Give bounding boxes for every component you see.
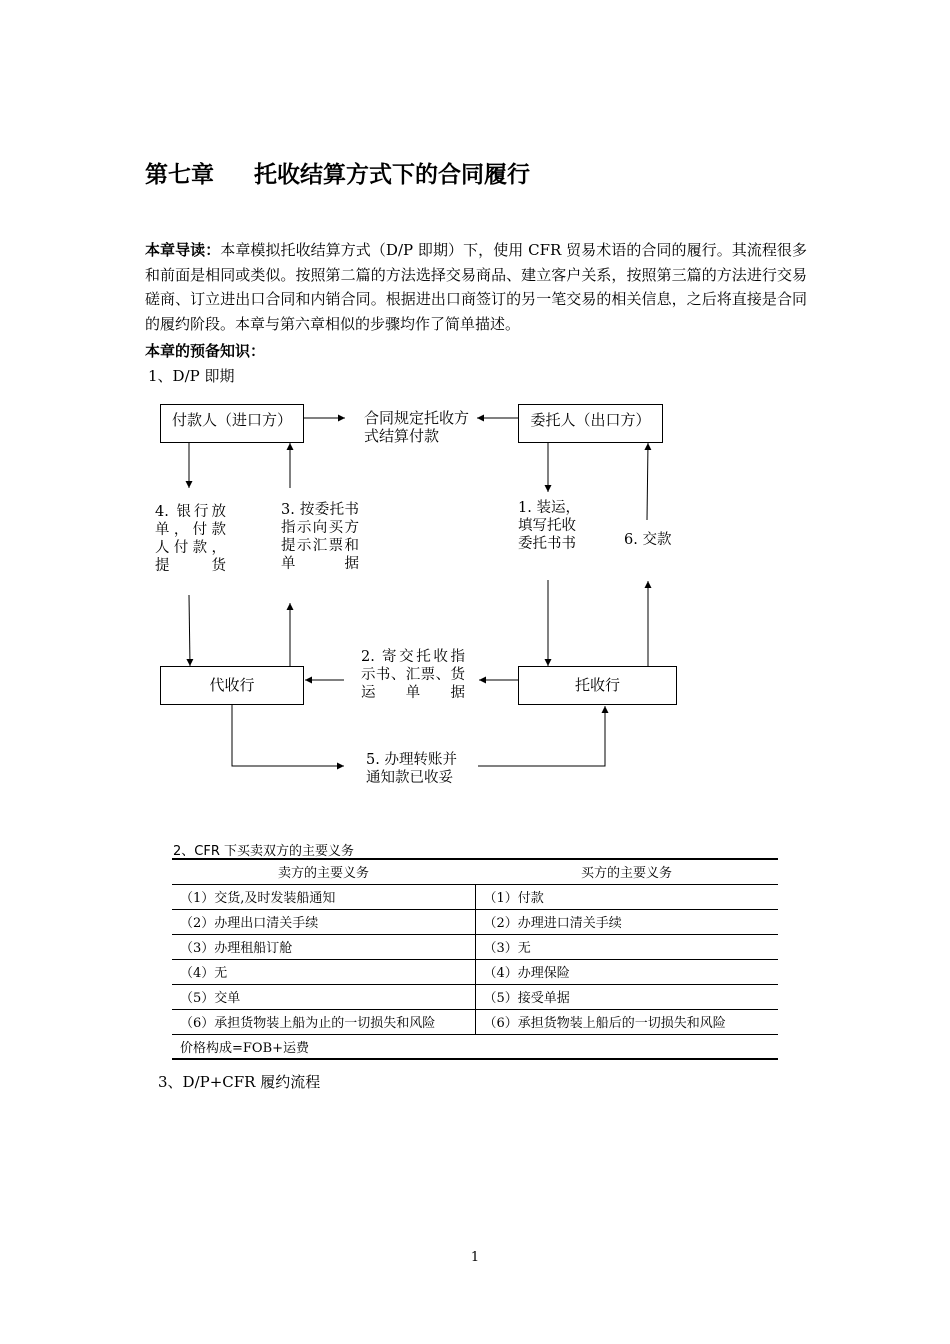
step-4-label: 4. 银行放单，付款人付款，提货 xyxy=(155,504,226,574)
buyer-cell: （5）接受单据 xyxy=(475,984,778,1009)
intro-text: 本章模拟托收结算方式（D/P 即期）下，使用 CFR 贸易术语的合同的履行。其流程很多和前面是相同或类似。按照第二篇的方法选择交易商品、建立客户关系，按照第三篇的方法进行交易磋商、订立进出口合同和内销合同。根据进出口商签订的另一笔交易的相关信息，之后将直接是合同的履约阶段。本章与第六章相似的步骤均作了简单描述。 xyxy=(145,241,807,333)
seller-header: 卖方的主要义务 xyxy=(172,859,475,884)
seller-cell: （3）办理租船订舱 xyxy=(172,934,475,959)
price-composition: 价格构成=FOB+运费 xyxy=(172,1034,778,1059)
table-row xyxy=(172,884,778,909)
table-row xyxy=(172,909,778,934)
prep-heading: 本章的预备知识： xyxy=(145,342,266,360)
chapter-number: 第七章 xyxy=(145,162,214,188)
table-row xyxy=(172,984,778,1009)
buyer-cell: （3）无 xyxy=(475,934,778,959)
step-5-label: 5. 办理转账并通知款已收妥 xyxy=(366,752,457,786)
seller-cell: （4）无 xyxy=(172,959,475,984)
principal-box: 委托人（出口方） xyxy=(518,404,663,443)
buyer-cell: （4）办理保险 xyxy=(475,959,778,984)
seller-cell: （2）办理出口清关手续 xyxy=(172,909,475,934)
collecting-bank-box: 代收行 xyxy=(160,666,304,705)
buyer-header: 买方的主要义务 xyxy=(475,859,778,884)
buyer-cell: （2）办理进口清关手续 xyxy=(475,909,778,934)
section-1-heading: 1、D/P 即期 xyxy=(148,367,235,385)
step-3-label: 3. 按委托书指示向买方提示汇票和单据 xyxy=(281,502,359,572)
arrow-step5-to-remitting xyxy=(478,706,605,766)
step-2-label: 2. 寄交托收指示书、汇票、货运单据 xyxy=(361,649,465,701)
seller-cell: （6）承担货物装上船为止的一切损失和风险 xyxy=(172,1009,475,1034)
section-3-heading: 3、D/P+CFR 履约流程 xyxy=(158,1073,321,1091)
section-2-heading: 2、CFR 下买卖双方的主要义务 xyxy=(173,844,354,859)
arrow-collecting-to-step5 xyxy=(232,705,344,766)
arrow-step6-up xyxy=(647,443,648,520)
step-6-label: 6. 交款 xyxy=(624,532,672,548)
table-footer-row xyxy=(172,1034,778,1059)
table-row xyxy=(172,959,778,984)
table-row xyxy=(172,1009,778,1034)
chapter-title-text: 托收结算方式下的合同履行 xyxy=(254,162,530,188)
intro-label: 本章导读： xyxy=(145,241,221,259)
seller-cell: （1）交货,及时发装船通知 xyxy=(172,884,475,909)
obligations-table xyxy=(172,858,778,1060)
arrow-step4-down xyxy=(189,595,190,666)
remitting-bank-box: 托收行 xyxy=(518,666,677,705)
step-1-label: 1. 装运，填写托收委托书书 xyxy=(518,500,580,552)
seller-cell: （5）交单 xyxy=(172,984,475,1009)
buyer-cell: （1）付款 xyxy=(475,884,778,909)
contract-note: 合同规定托收方式结算付款 xyxy=(364,409,470,445)
payer-box: 付款人（进口方） xyxy=(160,404,304,443)
table-header-row xyxy=(172,859,778,884)
buyer-cell: （6）承担货物装上船后的一切损失和风险 xyxy=(475,1009,778,1034)
table-row xyxy=(172,934,778,959)
page-number: 1 xyxy=(470,1250,480,1265)
